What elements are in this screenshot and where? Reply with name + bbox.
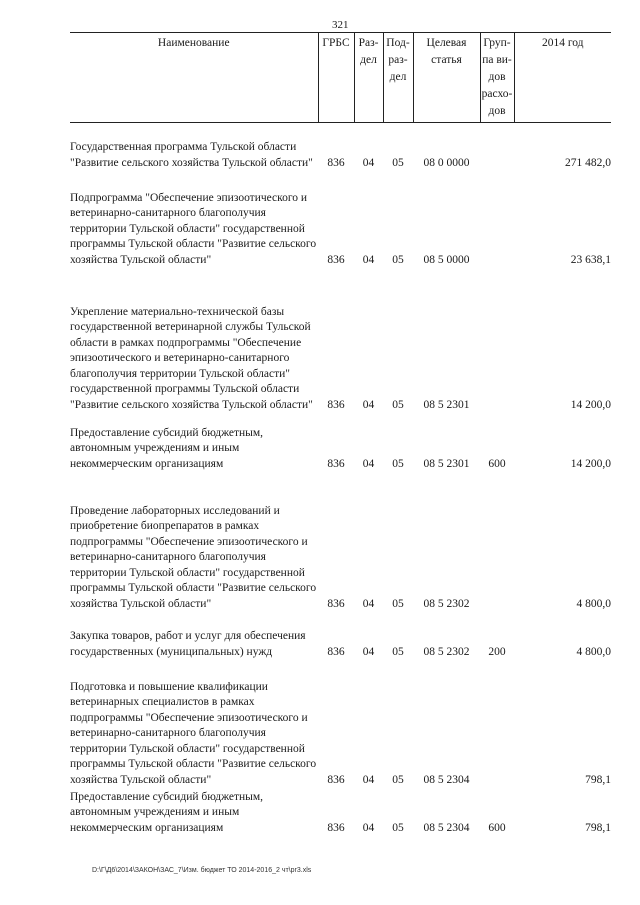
row-amount: 23 638,1 (570, 253, 611, 266)
row-target: 08 5 2304 (423, 821, 470, 834)
row-razdel: 04 (362, 156, 375, 169)
page-number: 321 (332, 19, 349, 31)
table-row (70, 660, 611, 788)
header-podrazdel: Под- раз- дел (383, 33, 413, 123)
row-target: 08 5 2302 (423, 645, 470, 658)
row-podrazdel: 05 (392, 457, 404, 470)
row-name: Предоставление субсидий бюджетным, автономным учреждениям и иным некоммерческим организациям (70, 426, 264, 470)
row-name: Подпрограмма "Обеспечение эпизоотического и ветеринарно-санитарного благополучия территории Тульской области" государственной программы Тульской области "Развитие сельского хозяйства Тульской области" (70, 191, 317, 266)
row-podrazdel: 05 (392, 398, 404, 411)
table-row (70, 123, 611, 172)
row-podrazdel: 05 (392, 597, 404, 610)
table-row (70, 472, 611, 612)
row-razdel: 04 (362, 457, 375, 470)
row-grbs: 836 (327, 156, 345, 169)
row-amount: 271 482,0 (565, 156, 611, 169)
row-name: Подготовка и повышение квалификации ветеринарных специалистов в рамках подпрограммы "Обеспечение эпизоотического и ветеринарно-санитарного благополучия территории Тульской области" государственной программы Тульской области "Развитие сельского хозяйства Тульской области" (70, 680, 317, 786)
row-target: 08 5 2301 (423, 398, 470, 411)
row-target: 08 0 0000 (423, 156, 470, 169)
row-group (480, 268, 514, 413)
header-grbs: ГРБС (318, 33, 354, 123)
footer-file-path: D:\Г\Д6\2014\ЗАКОН\ЗАС_7\Изм. бюджет ТО 2014-2016_2 чт\pr3.xls (92, 867, 312, 874)
row-name: Укрепление материально-технической базы государственной ветеринарной службы Тульской области в рамках подпрограммы "Обеспечение эпизоотического и ветеринарно-санитарного благополучия территории Тульской области" государственной программы Тульской области "Развитие сельского хозяйства Тульской области" (70, 305, 313, 411)
row-podrazdel: 05 (392, 645, 404, 658)
row-group: 600 (488, 457, 506, 470)
header-razdel: Раз- дел (354, 33, 383, 123)
row-grbs: 836 (327, 821, 345, 834)
table-row (70, 788, 611, 836)
row-razdel: 04 (362, 773, 375, 786)
row-name: Государственная программа Тульской области "Развитие сельского хозяйства Тульской области" (70, 141, 313, 169)
header-group: Груп- па ви- дов расхо- дов (480, 33, 514, 123)
row-amount: 798,1 (585, 821, 611, 834)
row-target: 08 5 2304 (423, 773, 470, 786)
header-target: Целевая статья (413, 33, 480, 123)
row-grbs: 836 (327, 253, 345, 266)
row-amount: 14 200,0 (570, 457, 611, 470)
row-grbs: 836 (327, 398, 345, 411)
row-podrazdel: 05 (392, 156, 404, 169)
row-amount: 4 800,0 (576, 597, 611, 610)
row-razdel: 04 (362, 597, 375, 610)
row-podrazdel: 05 (392, 773, 404, 786)
budget-table (70, 32, 611, 836)
table-row (70, 171, 611, 268)
header-name: Наименование (70, 33, 318, 123)
row-razdel: 04 (362, 645, 375, 658)
table-row (70, 413, 611, 472)
row-grbs: 836 (327, 457, 345, 470)
row-group (480, 660, 514, 788)
row-group (480, 171, 514, 268)
row-name: Предоставление субсидий бюджетным, автономным учреждениям и иным некоммерческим организациям (70, 790, 264, 834)
row-target: 08 5 2301 (423, 457, 470, 470)
row-amount: 14 200,0 (570, 398, 611, 411)
table-row (70, 268, 611, 413)
row-razdel: 04 (362, 253, 375, 266)
row-group (480, 472, 514, 612)
row-name: Проведение лабораторных исследований и приобретение биопрепаратов в рамках подпрограммы "Обеспечение эпизоотического и ветеринарно-санитарного благополучия территории Тульской области" государственной программы Тульской области "Развитие сельского хозяйства Тульской области" (70, 504, 317, 610)
row-group (480, 123, 514, 172)
table-header-row (70, 33, 611, 123)
row-razdel: 04 (362, 821, 375, 834)
row-group: 200 (488, 645, 506, 658)
row-name: Закупка товаров, работ и услуг для обеспечения государственных (муниципальных) нужд (70, 630, 306, 658)
row-amount: 798,1 (585, 773, 611, 786)
row-podrazdel: 05 (392, 821, 404, 834)
row-grbs: 836 (327, 597, 345, 610)
row-grbs: 836 (327, 645, 345, 658)
row-razdel: 04 (362, 398, 375, 411)
table-row (70, 612, 611, 660)
row-target: 08 5 0000 (423, 253, 470, 266)
row-group: 600 (488, 821, 506, 834)
header-year: 2014 год (514, 33, 611, 123)
row-target: 08 5 2302 (423, 597, 470, 610)
row-amount: 4 800,0 (576, 645, 611, 658)
row-podrazdel: 05 (392, 253, 404, 266)
row-grbs: 836 (327, 773, 345, 786)
